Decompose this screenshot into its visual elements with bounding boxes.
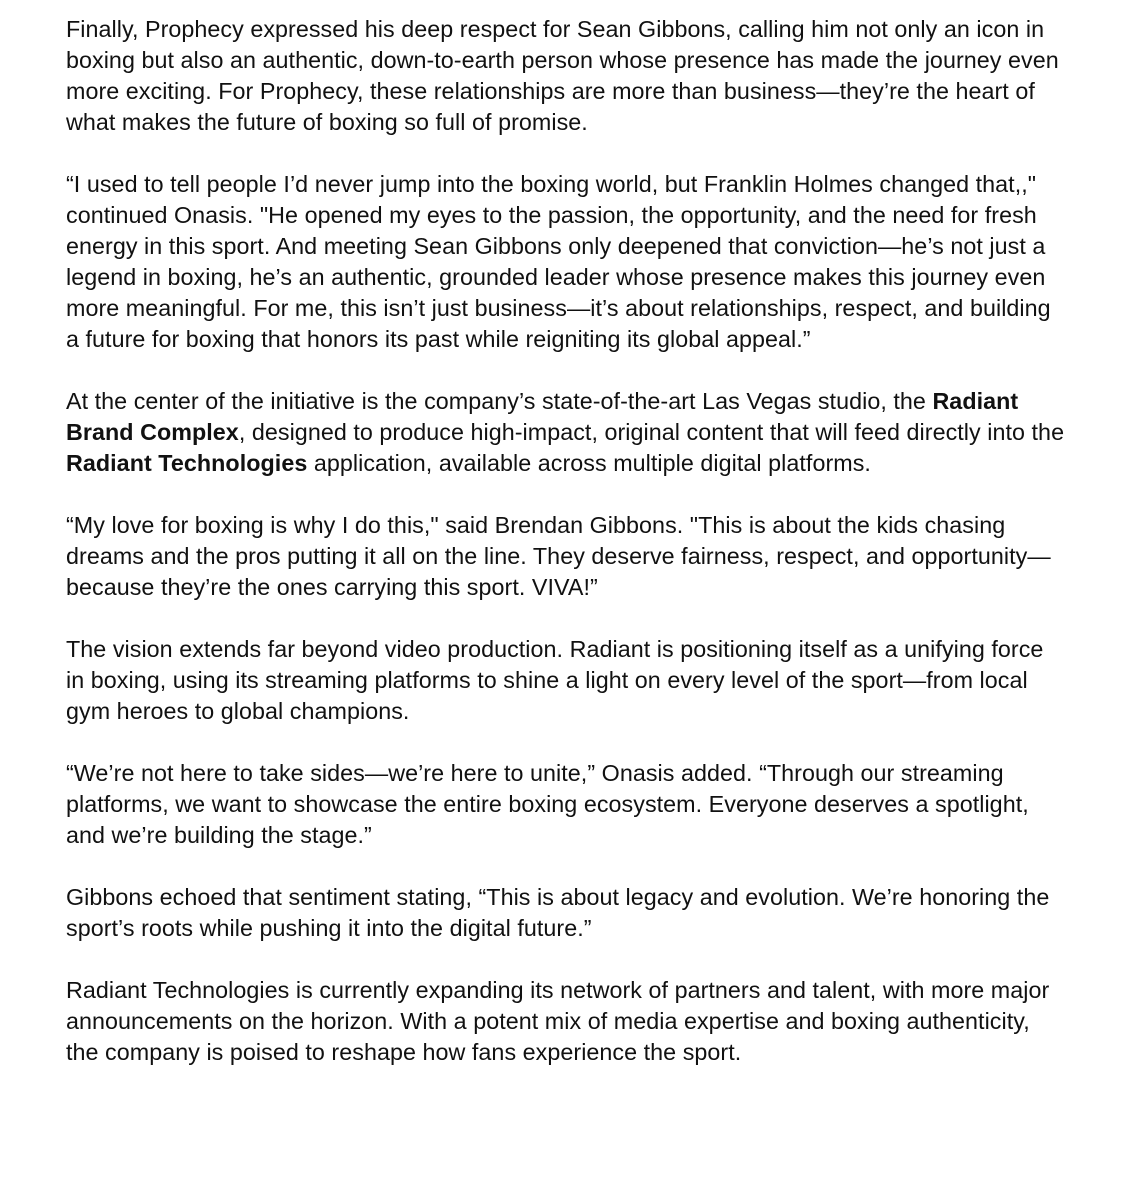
paragraph-gibbons-echo [66,882,1066,944]
paragraph-text: “I used to tell people I’d never jump into the boxing world, but Franklin Holmes changed that,," continued Onasis. "He opened my eyes to the passion, the opportunity, and the need for fresh energy in this sport. And meeting Sean Gibbons only deepened that conviction—he’s not just a legend in boxing, he’s an authentic, grounded leader whose presence makes this journey even more meaningful. For me, this isn’t just business—it’s about relationships, respect, and building a future for boxing that honors its past while reigniting its global appeal.” [66,171,1051,352]
paragraph-onasis-quote [66,169,1066,355]
company-name: Radiant Technologies [66,450,308,476]
paragraph-studio [66,386,1066,479]
paragraph-prophecy-respect [66,14,1066,138]
paragraph-text: “We’re not here to take sides—we’re here to unite,” Onasis added. “Through our streaming platforms, we want to showcase the entire boxing ecosystem. Everyone deserves a spotlight, and we’re building the stage.” [66,760,1029,848]
paragraph-text: Finally, Prophecy expressed his deep respect for Sean Gibbons, calling him not only an icon in boxing but also an authentic, down-to-earth person whose presence has made the journey even more exciting. For Prophecy, these relationships are more than business—they’re the heart of what makes the future of boxing so full of promise. [66,16,1059,135]
paragraph-unite-quote [66,758,1066,851]
paragraph-text: Gibbons echoed that sentiment stating, “This is about legacy and evolution. We’re honoring the sport’s roots while pushing it into the digital future.” [66,884,1050,941]
paragraph-text: , designed to produce high-impact, original content that will feed directly into the [238,419,1065,445]
press-release-body [66,14,1066,1068]
paragraph-text: application, available across multiple digital platforms. [307,450,871,476]
paragraph-text: “My love for boxing is why I do this," said Brendan Gibbons. "This is about the kids chasing dreams and the pros putting it all on the line. They deserve fairness, respect, and opportunity—because they’re the ones carrying this sport. VIVA!” [66,512,1051,600]
paragraph-vision [66,634,1066,727]
brand-complex-name: Radiant Brand Complex [66,388,1019,445]
paragraph-text: The vision extends far beyond video production. Radiant is positioning itself as a unifying force in boxing, using its streaming platforms to shine a light on every level of the sport—from local gym heroes to global champions. [66,636,1044,724]
paragraph-text: At the center of the initiative is the company’s state-of-the-art Las Vegas studio, the [66,388,933,414]
paragraph-closing [66,975,1066,1068]
paragraph-text: Radiant Technologies is currently expanding its network of partners and talent, with more major announcements on the horizon. With a potent mix of media expertise and boxing authenticity, the company is poised to reshape how fans experience the sport. [66,977,1050,1065]
paragraph-brendan-quote [66,510,1066,603]
